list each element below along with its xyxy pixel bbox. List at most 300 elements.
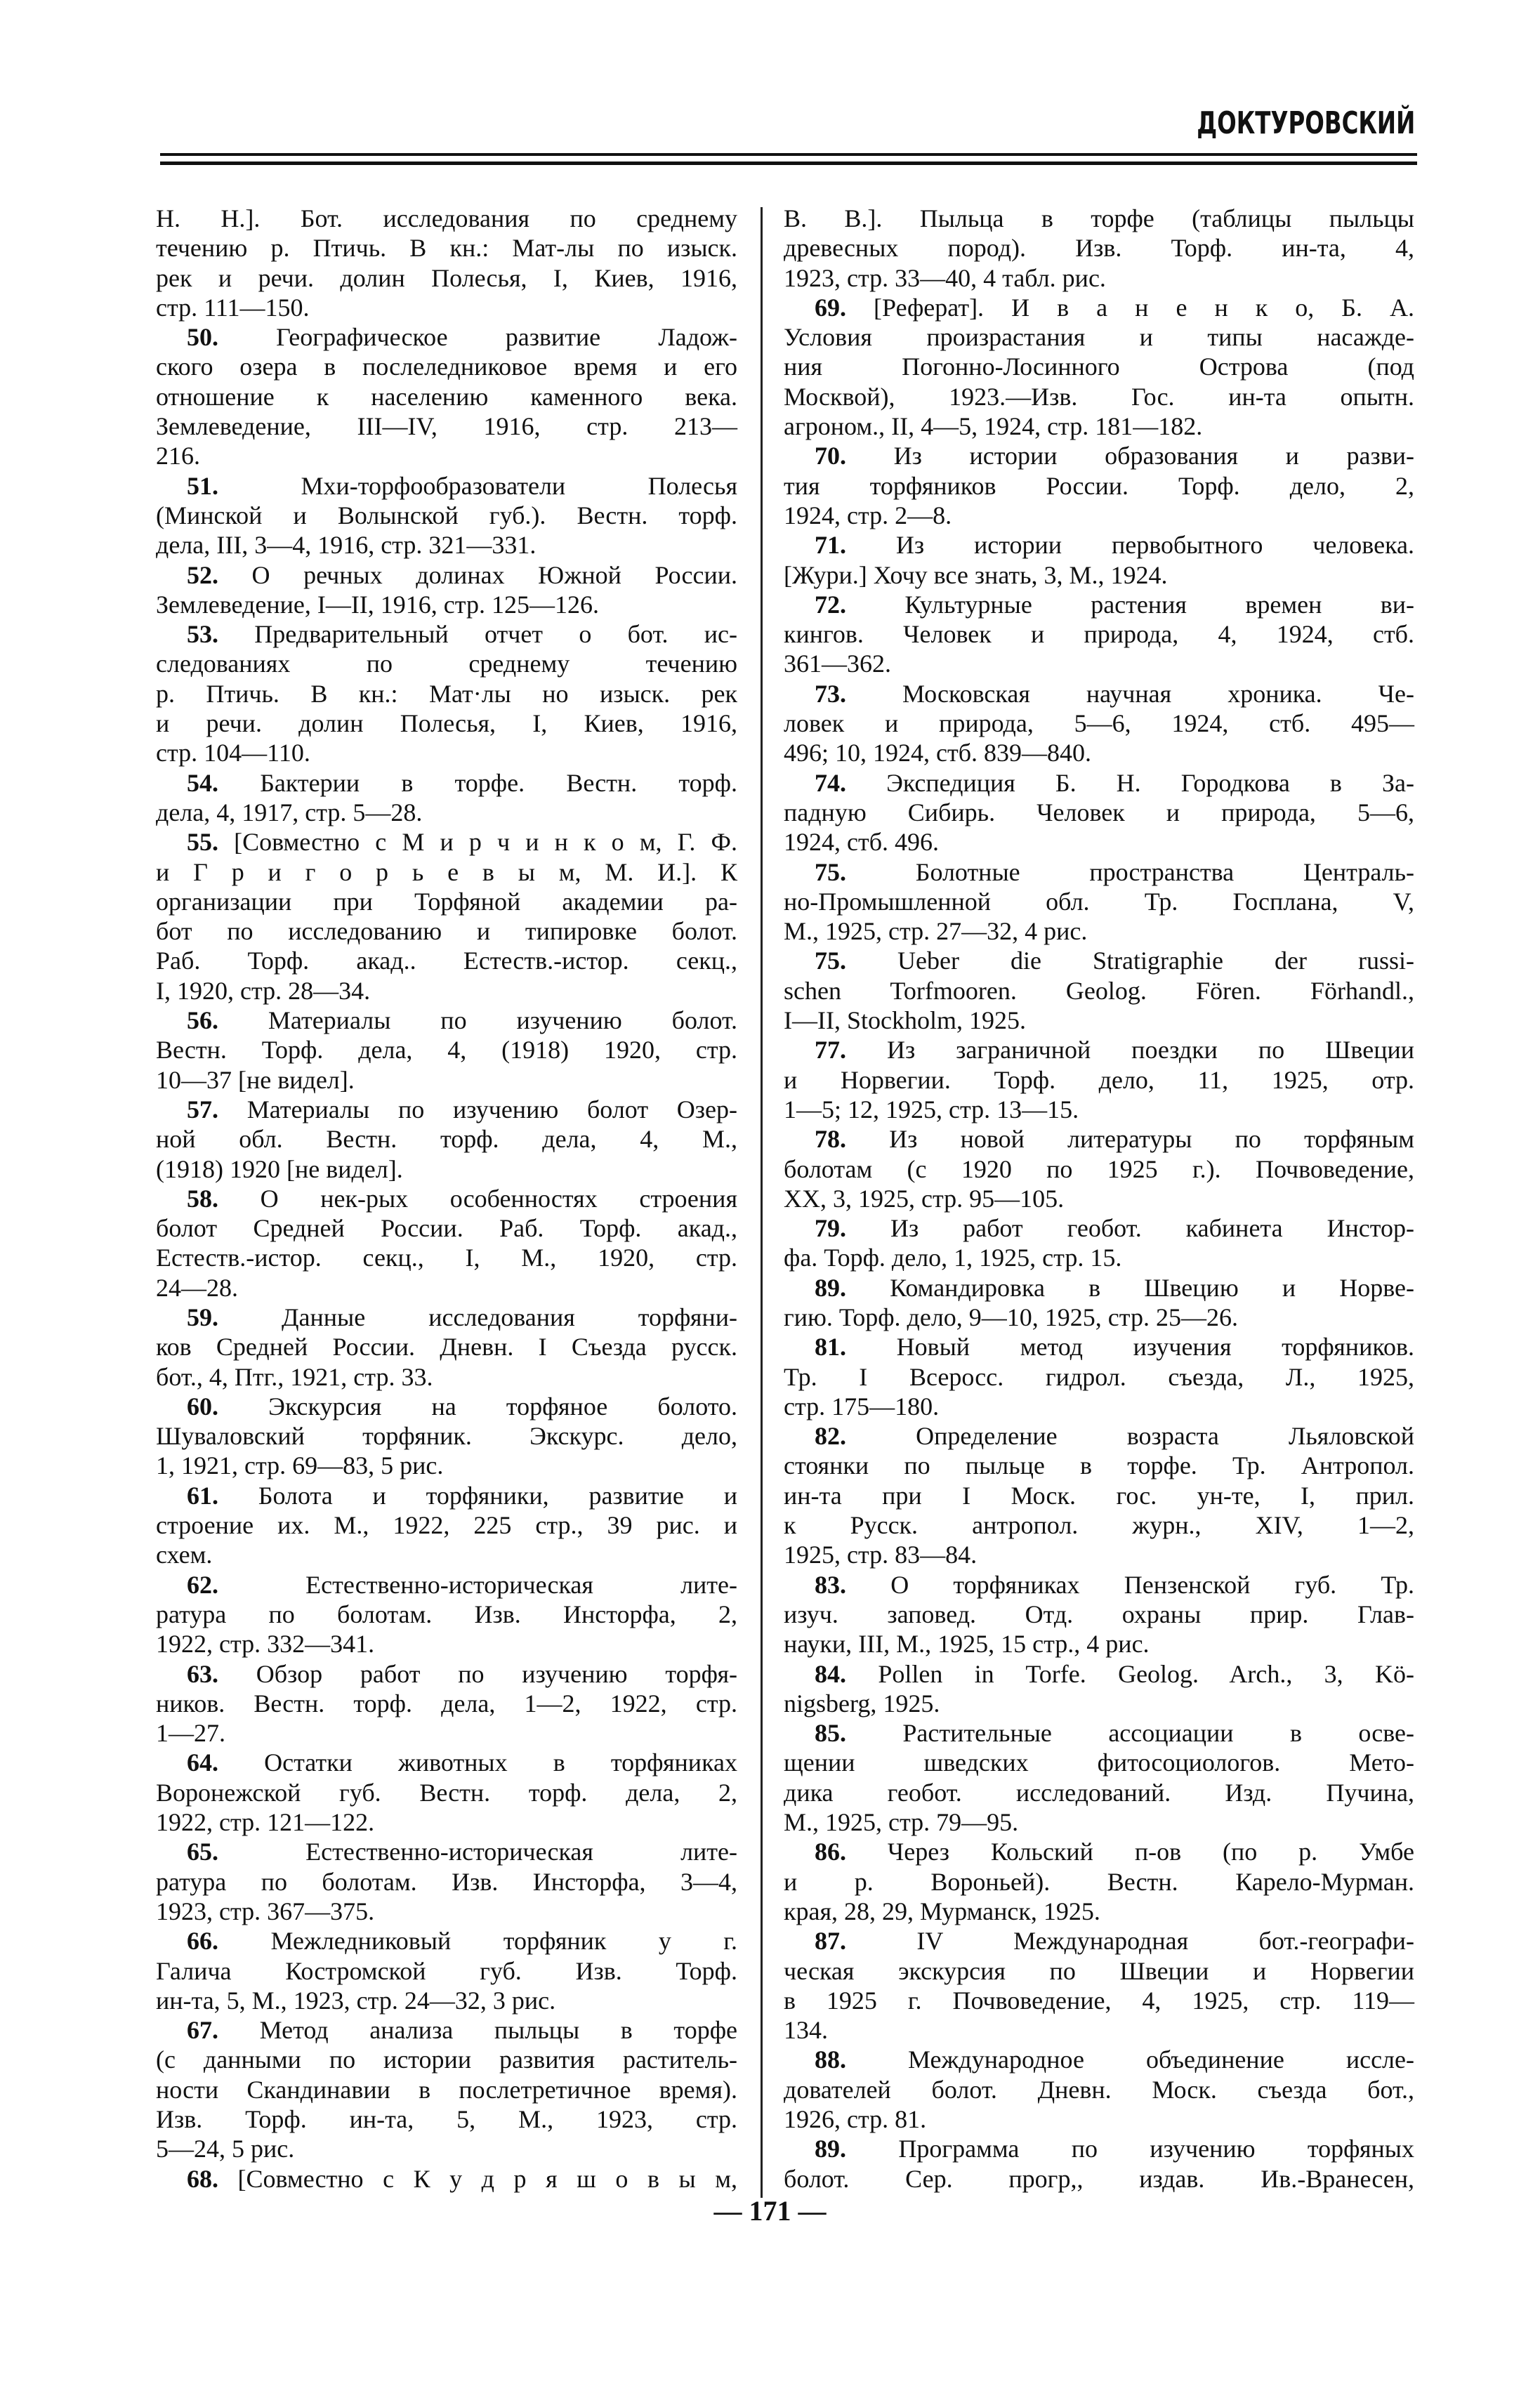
entry-text: (с данными по истории развития раститель- (156, 2045, 737, 2074)
bibliography-entry (156, 1748, 737, 1837)
entry-text: Естественно-историческая лите- (218, 1570, 737, 1599)
entry-text: 1922, стр. 121—122. (156, 1808, 375, 1837)
entry-text: Материалы по изучению болот. (218, 1006, 737, 1035)
entry-line (784, 1926, 1414, 1956)
bibliography-entry (784, 1421, 1414, 1569)
entry-number: 68. (187, 2164, 218, 2193)
entry-line (784, 1986, 1414, 2015)
entry-line (784, 649, 1414, 678)
entry-text: агроном., II, 4—5, 1924, стр. 181—182. (784, 412, 1203, 441)
entry-line (156, 352, 737, 381)
bibliography-entry (784, 293, 1414, 441)
entry-line (784, 2104, 1414, 2134)
entry-number: 53. (187, 620, 218, 649)
entry-number: 55. (187, 828, 218, 857)
entry-text: schen Torfmooren. Geolog. Fören. Förhandl., (784, 976, 1414, 1005)
entry-line (156, 1124, 737, 1154)
entry-line (156, 1362, 737, 1392)
entry-text: Шуваловский торфяник. Экскурс. дело, (156, 1422, 737, 1451)
bibliography-entry (784, 768, 1414, 857)
entry-line (156, 1570, 737, 1600)
entry-line (156, 916, 737, 946)
entry-line (156, 1035, 737, 1065)
bibliography-entry (156, 768, 737, 828)
entry-text: 1, 1921, стр. 69—83, 5 рис. (156, 1451, 444, 1480)
entry-line (784, 2015, 1414, 2045)
entry-number: 78. (815, 1125, 846, 1154)
entry-line (784, 441, 1414, 470)
entry-text: падную Сибирь. Человек и природа, 5—6, (784, 798, 1414, 826)
entry-number: 62. (187, 1570, 218, 1599)
entry-text: фа. Торф. дело, 1, 1925, стр. 15. (784, 1244, 1122, 1272)
entry-text: гию. Торф. дело, 9—10, 1925, стр. 25—26. (784, 1303, 1238, 1331)
bibliography-entry (784, 590, 1414, 679)
entry-text: и речи. долин Полесья, I, Киев, 1916, (156, 709, 737, 738)
entry-text: ческая экскурсия по Швеции и Норвегии (784, 1956, 1414, 1985)
entry-line (784, 1303, 1414, 1332)
entry-line (156, 233, 737, 263)
entry-line (156, 1689, 737, 1718)
entry-line (156, 1303, 737, 1332)
bibliography-entry (784, 1213, 1414, 1273)
entry-line (784, 1065, 1414, 1095)
entry-line (156, 946, 737, 975)
entry-line (784, 1629, 1414, 1659)
entry-text: изуч. заповед. Отд. охраны прир. Глав- (784, 1600, 1414, 1628)
entry-number: 88. (815, 2045, 846, 2074)
bibliography-entry (156, 827, 737, 1006)
entry-line (784, 1273, 1414, 1303)
entry-line (784, 768, 1414, 798)
entry-text: О речных долинах Южной России. (218, 560, 737, 589)
bibliography-entry (784, 1332, 1414, 1421)
entry-line (156, 441, 737, 470)
entry-line (784, 1718, 1414, 1748)
entry-line (156, 501, 737, 530)
entry-text: ния Погонно-Лосинного Острова (под (784, 352, 1414, 381)
entry-text: IV Международная бот.-географи- (846, 1927, 1414, 1956)
entry-line (784, 2164, 1414, 2194)
header-rule-bottom (160, 162, 1417, 165)
entry-text: Ueber die Stratigraphie der russi- (846, 947, 1414, 975)
entry-text: следованиях по среднему течению (156, 650, 737, 678)
entry-line (784, 619, 1414, 649)
entry-line (784, 263, 1414, 293)
entry-line (156, 1273, 737, 1303)
entry-line (784, 1778, 1414, 1807)
entry-text: Бактерии в торфе. Вестн. торф. (218, 768, 737, 797)
entry-text: Экскурсия на торфяное болото. (218, 1392, 737, 1421)
bibliography-entry (784, 1837, 1414, 1926)
entry-line (156, 560, 737, 590)
entry-number: 85. (815, 1719, 846, 1748)
entry-text: О торфяниках Пензенской губ. Тр. (846, 1570, 1414, 1599)
entry-line (784, 1421, 1414, 1451)
entry-number: 84. (815, 1659, 846, 1688)
entry-text: 1926, стр. 81. (784, 2105, 927, 2133)
entry-line (156, 1184, 737, 1213)
right-column (784, 204, 1414, 2194)
entry-line (156, 1867, 737, 1897)
bibliography-entry (784, 679, 1414, 768)
entry-text: стр. 111—150. (156, 293, 310, 322)
bibliography-entry (156, 1837, 737, 1926)
entry-number: 58. (187, 1184, 218, 1213)
entry-line (784, 1095, 1414, 1124)
entry-text: тия торфяников России. Торф. дело, 2, (784, 471, 1414, 500)
entry-number: 67. (187, 2016, 218, 2045)
entry-line (784, 2134, 1414, 2163)
entry-text: ной обл. Вестн. торф. дела, 4, М., (156, 1125, 737, 1154)
entry-line (156, 2164, 737, 2194)
entry-text: Болотные пространства Централь- (846, 857, 1414, 886)
entry-line (156, 590, 737, 619)
bibliography-entry (156, 2164, 737, 2194)
entry-line (784, 1184, 1414, 1213)
entry-text: дела, III, 3—4, 1916, стр. 321—331. (156, 531, 537, 560)
left-column (156, 204, 737, 2194)
entry-line (784, 679, 1414, 708)
entry-text: Условия произрастания и типы насажде- (784, 323, 1414, 352)
entry-text: стр. 175—180. (784, 1392, 940, 1421)
entry-number: 52. (187, 560, 218, 589)
entry-text: ратура по болотам. Изв. Инсторфа, 2, (156, 1600, 737, 1628)
entry-line (156, 1510, 737, 1540)
bibliography-entry (156, 1481, 737, 1570)
entry-line (784, 411, 1414, 441)
entry-text: Н. Н.]. Бот. исследования по среднему (156, 204, 737, 232)
entry-number: 50. (187, 323, 218, 352)
entry-line (784, 352, 1414, 381)
entry-text: [Жури.] Хочу все знать, 3, М., 1924. (784, 560, 1168, 589)
entry-line (156, 827, 737, 857)
entry-text: Мхи-торфообразователи Полесья (218, 471, 737, 500)
entry-line (156, 1807, 737, 1837)
entry-text: М., 1925, стр. 27—32, 4 рис. (784, 917, 1088, 946)
bibliography-entry (156, 1006, 737, 1095)
entry-text: течению р. Птичь. В кн.: Мат-лы по изыск. (156, 234, 737, 263)
entry-line (784, 471, 1414, 501)
entry-text: Из истории образования и разви- (846, 442, 1414, 470)
entry-line (156, 1718, 737, 1748)
entry-text: Землеведение, I—II, 1916, стр. 125—126. (156, 590, 599, 619)
entry-text: Материалы по изучению болот Озер- (218, 1095, 737, 1123)
entry-text: схем. (156, 1541, 213, 1569)
entry-line (156, 1956, 737, 1986)
entry-line (784, 1006, 1414, 1035)
entry-text: дела, 4, 1917, стр. 5—28. (156, 798, 423, 826)
entry-line (784, 1540, 1414, 1569)
bibliography-entry (784, 2134, 1414, 2194)
bibliography-entry (784, 1273, 1414, 1333)
entry-line (156, 857, 737, 887)
entry-text: XX, 3, 1925, стр. 95—105. (784, 1184, 1065, 1213)
bibliography-entry (156, 560, 737, 620)
entry-line (156, 2104, 737, 2134)
entry-number: 89. (815, 1273, 846, 1302)
entry-line (156, 1006, 737, 1035)
entry-text: О нек-рых особенностях строения (218, 1184, 737, 1213)
entry-number: 59. (187, 1303, 218, 1331)
entry-line (156, 1837, 737, 1866)
entry-number: 89. (815, 2135, 846, 2163)
entry-text: 216. (156, 442, 200, 470)
entry-line (784, 1362, 1414, 1392)
entry-line (156, 1629, 737, 1659)
entry-text: Воронежской губ. Вестн. торф. дела, 2, (156, 1778, 737, 1807)
entry-line (156, 1332, 737, 1362)
entry-text: Тр. I Всеросс. гидрол. съезда, Л., 1925, (784, 1362, 1414, 1391)
bibliography-entry (784, 1124, 1414, 1213)
bibliography-entry (156, 322, 737, 470)
entry-line (784, 1392, 1414, 1421)
entry-text: Болота и торфяники, развитие и (218, 1481, 737, 1510)
entry-line (156, 2015, 737, 2045)
entry-text: и р. Вороньей). Вестн. Карело-Мурман. (784, 1867, 1414, 1896)
entry-text: бот по исследованию и типировке болот. (156, 917, 737, 946)
bibliography-entry (784, 1926, 1414, 2045)
entry-number: 70. (815, 442, 846, 470)
entry-line (784, 887, 1414, 916)
entry-text: Москвой), 1923.—Изв. Гос. ин-та опытн. (784, 382, 1414, 411)
entry-text: и Г р и г о р ь е в ы м, М. И.]. К (156, 857, 737, 886)
entry-text: но-Промышленной обл. Тр. Госплана, V, (784, 887, 1414, 916)
bibliography-entry (156, 1392, 737, 1481)
bibliography-entry (156, 1926, 737, 2015)
entry-line (784, 1867, 1414, 1897)
entry-text: Программа по изучению торфяных (846, 2135, 1414, 2163)
bibliography-entry (784, 1035, 1414, 1124)
entry-line (784, 501, 1414, 530)
entry-line (156, 1748, 737, 1777)
entry-text: 1—27. (156, 1719, 225, 1748)
entry-line (784, 798, 1414, 827)
entry-line (156, 1451, 737, 1480)
entry-line (156, 471, 737, 501)
entry-number: 75. (815, 947, 846, 975)
entry-number: 56. (187, 1006, 218, 1035)
entry-line (784, 1124, 1414, 1154)
entry-number: 72. (815, 590, 846, 619)
entry-text: ности Скандинавии в послетретичное время). (156, 2075, 737, 2104)
entry-text: Культурные растения времен ви- (846, 590, 1414, 619)
entry-text: Из истории первобытного человека. (846, 531, 1414, 560)
entry-line (784, 1689, 1414, 1718)
entry-number: 71. (815, 531, 846, 560)
entry-line (156, 679, 737, 708)
entry-text: древесных пород). Изв. Торф. ин-та, 4, (784, 234, 1414, 263)
entry-number: 86. (815, 1838, 846, 1866)
entry-number: 66. (187, 1927, 218, 1956)
entry-text: 1924, стб. 496. (784, 828, 940, 857)
entry-text: 496; 10, 1924, стб. 839—840. (784, 739, 1092, 767)
entry-text: Остатки животных в торфяниках (218, 1748, 737, 1777)
entry-number: 75. (815, 857, 846, 886)
entry-line (156, 2075, 737, 2104)
entry-text: Естественно-историческая лите- (218, 1838, 737, 1866)
entry-text: Межледниковый торфяник у г. (218, 1927, 737, 1956)
bibliography-entry (784, 1570, 1414, 1659)
entry-line (156, 1421, 737, 1451)
entry-line (784, 1837, 1414, 1866)
bibliography-entry (784, 857, 1414, 947)
entry-line (784, 857, 1414, 887)
entry-number: 79. (815, 1214, 846, 1243)
entry-text: болот. Сер. прогр,, издав. Ив.-Вранесен, (784, 2164, 1414, 2193)
entry-text: Изв. Торф. ин-та, 5, М., 1923, стр. (156, 2105, 737, 2133)
entry-text: Вестн. Торф. дела, 4, (1918) 1920, стр. (156, 1036, 737, 1065)
bibliography-entry (156, 1095, 737, 1184)
bibliography-entry (784, 204, 1414, 293)
entry-text: Из заграничной поездки по Швеции (846, 1036, 1414, 1065)
entry-line (784, 1659, 1414, 1689)
entry-number: 74. (815, 768, 846, 797)
entry-number: 82. (815, 1422, 846, 1451)
page-number: — 171 — (713, 2195, 827, 2227)
entry-text: ского озера в послеледниковое время и его (156, 352, 737, 381)
entry-text: болотам (с 1920 по 1925 г.). Почвоведение, (784, 1154, 1414, 1183)
entry-line (784, 1154, 1414, 1184)
entry-line (784, 1035, 1414, 1065)
entry-text: Из работ геобот. кабинета Инстор- (846, 1214, 1414, 1243)
entry-text: Раб. Торф. акад.. Естеств.-истор. секц., (156, 947, 737, 975)
entry-line (156, 204, 737, 233)
entry-line (784, 1510, 1414, 1540)
entry-text: ков Средней России. Дневн. I Съезда русск. (156, 1333, 737, 1362)
entry-line (784, 738, 1414, 767)
entry-text: 134. (784, 2016, 828, 2045)
entry-text: стоянки по пыльце в торфе. Тр. Антропол. (784, 1451, 1414, 1480)
entry-line (784, 293, 1414, 322)
bibliography-entry (784, 2045, 1414, 2134)
entry-line (156, 738, 737, 767)
entry-text: 24—28. (156, 1273, 238, 1302)
entry-text: Метод анализа пыльцы в торфе (218, 2016, 737, 2045)
entry-line (784, 530, 1414, 560)
entry-text: Экспедиция Б. Н. Городкова в За- (846, 768, 1414, 797)
entry-text: Галича Костромской губ. Изв. Торф. (156, 1956, 737, 1985)
entry-text: Международное объединение иссле- (846, 2045, 1414, 2074)
entry-line (784, 1451, 1414, 1480)
entry-text: (Минской и Волынской губ.). Вестн. торф. (156, 501, 737, 529)
bibliography-entry (156, 1570, 737, 1659)
entry-line (784, 1807, 1414, 1837)
entry-text: Землеведение, III—IV, 1916, стр. 213— (156, 412, 737, 441)
entry-line (784, 204, 1414, 233)
entry-text: Данные исследования торфяни- (218, 1303, 737, 1331)
entry-line (156, 1986, 737, 2015)
bibliography-entry (156, 1303, 737, 1392)
entry-line (156, 1065, 737, 1095)
entry-line (156, 768, 737, 798)
entry-line (784, 382, 1414, 411)
entry-line (784, 916, 1414, 946)
entry-text: [Совместно с М и р ч и н к о м, Г. Ф. (218, 828, 737, 857)
entry-text: Командировка в Швецию и Норве- (846, 1273, 1414, 1302)
entry-line (784, 976, 1414, 1006)
entry-line (156, 293, 737, 322)
entry-line (156, 1778, 737, 1807)
entry-line (156, 1095, 737, 1124)
entry-number: 87. (815, 1927, 846, 1956)
entry-text: Московская научная хроника. Че- (846, 679, 1414, 708)
entry-line (784, 1600, 1414, 1629)
entry-text: 1922, стр. 332—341. (156, 1630, 375, 1659)
entry-number: 83. (815, 1570, 846, 1599)
entry-line (156, 1897, 737, 1926)
entry-line (784, 2045, 1414, 2074)
entry-line (156, 1392, 737, 1421)
entry-line (156, 2045, 737, 2074)
entry-line (784, 1897, 1414, 1926)
entry-line (156, 976, 737, 1006)
entry-line (784, 1332, 1414, 1362)
bibliography-entry (156, 619, 737, 767)
entry-text: Естеств.-истор. секц., I, М., 1920, стр. (156, 1244, 737, 1272)
bibliography-entry (784, 530, 1414, 590)
entry-line (784, 1243, 1414, 1272)
entry-line (784, 322, 1414, 352)
entry-text: 1925, стр. 83—84. (784, 1541, 978, 1569)
entry-line (156, 1659, 737, 1689)
entry-number: 57. (187, 1095, 218, 1123)
entry-line (784, 590, 1414, 619)
entry-line (156, 2134, 737, 2163)
entry-text: nigsberg, 1925. (784, 1689, 940, 1718)
entry-text: р. Птичь. В кн.: Мат·лы но изыск. рек (156, 679, 737, 708)
entry-line (784, 1956, 1414, 1986)
entry-line (784, 1481, 1414, 1510)
entry-line (156, 1213, 737, 1243)
column-divider (761, 207, 763, 2198)
bibliography-entry (156, 204, 737, 322)
entry-line (156, 411, 737, 441)
entry-line (784, 708, 1414, 738)
entry-line (156, 1243, 737, 1272)
entry-text: (1918) 1920 [не видел]. (156, 1154, 403, 1183)
entry-number: 73. (815, 679, 846, 708)
entry-text: ловек и природа, 5—6, 1924, стб. 495— (784, 709, 1414, 738)
entry-line (156, 649, 737, 678)
entry-text: Из новой литературы по торфяным (846, 1125, 1414, 1154)
entry-number: 63. (187, 1659, 218, 1688)
bibliography-entry (156, 1184, 737, 1303)
bibliography-entry (156, 1659, 737, 1748)
entry-text: болот Средней России. Раб. Торф. акад., (156, 1214, 737, 1243)
entry-text: I—II, Stockholm, 1925. (784, 1006, 1026, 1035)
entry-text: 1924, стр. 2—8. (784, 501, 952, 529)
entry-line (156, 708, 737, 738)
entry-number: 65. (187, 1838, 218, 1866)
entry-line (784, 946, 1414, 975)
running-title: ДОКТУРОВСКИЙ (1197, 105, 1415, 141)
entry-line (156, 1154, 737, 1184)
bibliography-entry (784, 946, 1414, 1035)
entry-text: ин-та при I Моск. гос. ун-те, I, прил. (784, 1481, 1414, 1510)
entry-line (156, 1926, 737, 1956)
bibliography-entry (784, 441, 1414, 530)
entry-text: Новый метод изучения торфяников. (846, 1333, 1414, 1362)
entry-line (156, 798, 737, 827)
entry-text: края, 28, 29, Мурманск, 1925. (784, 1897, 1100, 1925)
entry-text: бот., 4, Птг., 1921, стр. 33. (156, 1362, 433, 1391)
entry-line (156, 1481, 737, 1510)
entry-text: щении шведских фитосоциологов. Мето- (784, 1748, 1414, 1777)
entry-text: М., 1925, стр. 79—95. (784, 1808, 1019, 1837)
bibliography-entry (156, 2015, 737, 2163)
entry-line (156, 1540, 737, 1569)
entry-line (784, 560, 1414, 590)
